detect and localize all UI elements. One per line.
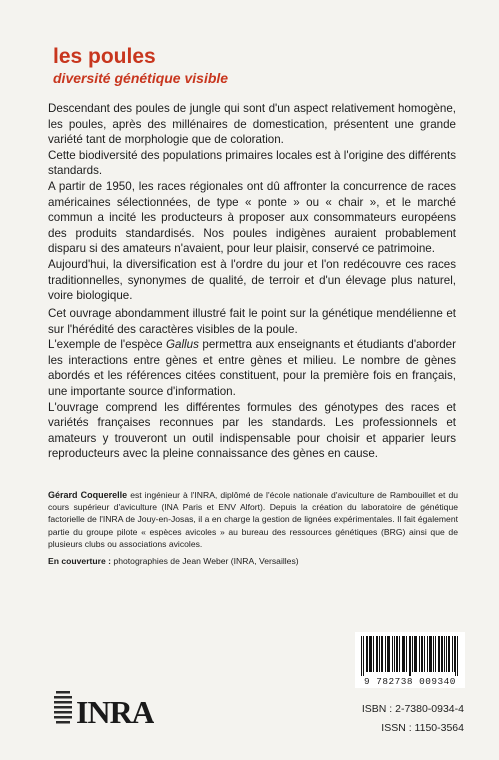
inra-logo [54,685,154,735]
barcode-number: 9 782738 009340 [364,676,456,687]
paragraph: A partir de 1950, les races régionales ont dû affronter la concurrence de races américaines sélectionnées, de type « ponte » ou « chair », et le marché commun a incité les producteurs à proposer aux consommateurs européens des produits standardisés. Nos poules indigènes auraient probablement disparu si des amateurs n'avaient, pour leur plaisir, conservé ce patrimoine. [48,179,456,256]
species-name: Gallus [166,338,199,352]
paragraph: Cette biodiversité des populations primaires locales est à l'origine des différents standards. [48,148,457,178]
author-bio-text: est ingénieur à l'INRA, diplômé de l'école nationale d'aviculture de Rambouillet et du cours supérieur d'aviculture (INA Paris et ENV Alfort). Depuis la création du laboratoire de génétique factorielle de l'INRA de Jouy-en-Josas, il a en charge la gestion de lignées expérimentales. Il fait également partie du groupe pilote « espèces avicoles » au bureau des ressources génétiques (BRG) ainsi que de plusieurs clubs ou associations avicoles. [48,490,458,549]
description-block-1 [48,101,456,304]
barcode-icon [361,636,459,676]
description-block-2 [48,306,456,462]
paragraph: L'ouvrage comprend les différentes formules des génotypes des races et variétés françaises reconnues par les standards. Les professionnels et amateurs y trouveront un outil indispensable pour choisir et apparier leurs reproducteurs avec la pleine connaissance des gènes en cause. [48,400,456,461]
paragraph-part: permettra aux enseignants et étudiants d'aborder les interactions entre gènes et entre gènes et milieu. Le nombre de gènes abordés et les références citées constituent, pour la première fois en français, une importante source d'information. [48,338,456,398]
paragraph: Aujourd'hui, la diversification est à l'ordre du jour et l'on redécouvre ces races traditionnelles, synonymes de qualité, de terroir et d'un élevage plus naturel, voire biologique. [48,257,456,303]
book-subtitle: diversité génétique visible [53,70,229,86]
cover-credit [48,556,299,566]
author-name: Gérard Coquerelle [48,490,128,500]
paragraph-part: L'exemple de l'espèce [48,338,167,352]
paragraph: Descendant des poules de jungle qui sont d'un aspect relativement homogène, les poules, après des millénaires de domestication, présentent une grande variété tant de morphologie que de coloration. [48,102,456,147]
paragraph [48,337,456,399]
isbn: ISBN : 2-7380-0934-4 [361,703,464,715]
svg-text:INRA: INRA [76,694,154,730]
cover-credit-text: photographies de Jean Weber (INRA, Versailles) [111,556,299,566]
issn: ISSN : 1150-3564 [381,722,464,734]
author-bio [48,489,458,550]
paragraph: Cet ouvrage abondamment illustré fait le point sur la génétique mendélienne et sur l'hérédité des caractères visibles de la poule. [48,307,456,336]
book-title: les poules [53,45,156,68]
cover-credit-label: En couverture : [48,556,112,566]
barcode [355,632,465,688]
